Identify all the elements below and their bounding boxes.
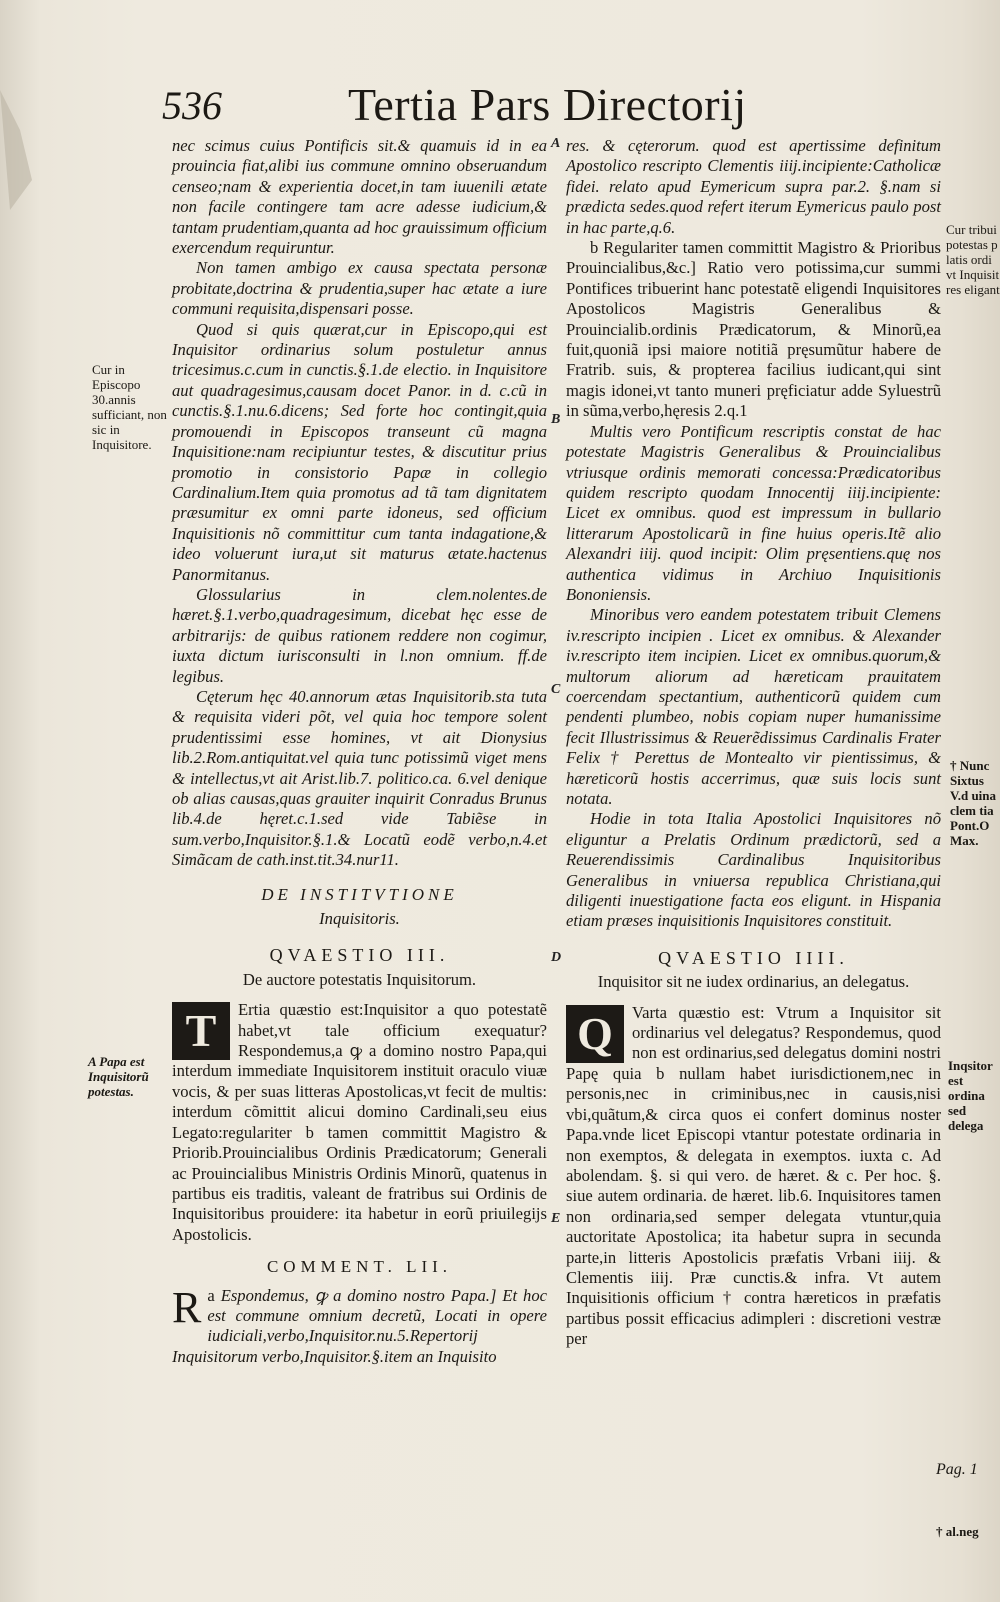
paragraph: nec scimus cuius Pontificis sit.& quamuis id in ea prouincia fiat,alibi ius commune omnino obseruandum censeo;nam & experientia docet,in tam iuuenili ætate non facile contingere tam acre adesse iudicium,& tantam prudentiam,quanta ad hoc grauissimum officium exercendum requiruntur. — [172, 136, 547, 258]
margin-note-right: † al.neg — [936, 1524, 979, 1539]
section-mark-d: D — [551, 950, 562, 965]
section-heading: DE INSTITVTIONE — [261, 884, 458, 904]
section-mark-b: B — [551, 412, 561, 427]
section-mark-a: A — [551, 136, 561, 151]
section-mark-c: C — [551, 682, 561, 697]
comment-heading: COMMENT. LII. — [266, 1257, 453, 1277]
question-subtitle: Inquisitor sit ne iudex ordinarius, an delegatus. — [597, 972, 910, 992]
left-column — [172, 136, 547, 1367]
paragraph: Minoribus vero eandem potestatem tribuit Clemens iv.rescripto incipien . Licet ex omnibus. & Alexander iv.rescripto item incipien. Licet ex omnibus.quorum,& multorum aliorum ad hæreticam prauitatem coercendam spectantium, authenticorũ quidem cum pendenti plumbeo, nobis copiam nuper humanissime fecit Illustrissimus & Reuerẽdissimus Cardinalis Frater Felix † Perettus de Montealto vir pientissimus, & hæreticorũ hostis accerrimus, quæ suis locis sunt notata. — [566, 605, 941, 808]
paragraph: Quod si quis quærat,cur in Episcopo,qui est Inquisitor ordinarius solum postuletur annus tricesimus.c.cum in cunctis.§.1.de electio. in Inquisitore aut quadragesimus,causam docet Panor. in d. c.cũ in cunctis.§.1.nu.6.dicens; Sed forte hoc contingit,quia promouendi in Episcopos transeunt cũ magna Inquisitione:nam recipiuntur testes, & discutitur prius promotio in consistorio Papæ in collegio Cardinalium.Item quia promotus ad tã tam dignitatem præsumitur ex omni parte idoneus, sed officium Inquisitionis nõ committitur cum tanta indagatione,& ideo voluerunt iura,ut sit maturus ætate.hactenus Panormitanus. — [172, 319, 547, 584]
right-column — [566, 136, 941, 1350]
margin-note-right: Cur tribui potestas p latis ordi vt Inquisit res eligant — [946, 222, 1000, 297]
paragraph: Glossularius in clem.nolentes.de hæret.§.1.verbo,quadragesimum, dicebat hęc esse de arbitrarijs: de quibus rationem reddere non cogimur, iuxta dictum iurisconsulti in l.non omnium. ff.de legibus. — [172, 584, 547, 686]
paragraph: b Regulariter tamen committit Magistro & Prioribus Prouincialibus,&c.] Ratio vero potissima,cur summi Pontifices tribuerint hanc potestatẽ eligendi Inquisitores Apostolicos Magistris Generalibus & Prouincialib.ordinis Prædicatorum, & Minorũ,ea fuit,quoniã ipsi maiore notitiã pręsumũtur habere de Fratrib. suis, & propterea facilius iudicant,qui sint magis idonei,vt tanto muneri pręficiatur adde Syluestrũ in sũma,verbo,hęresis 2.q.1 — [566, 238, 941, 421]
margin-note-left: A Papa est Inquisitorũ potestas. — [88, 1054, 149, 1099]
running-head: Tertia Pars Directorij — [348, 79, 747, 130]
margin-note-right: † Nunc Sixtus V.d uina clem tia Pont.O Max. — [950, 758, 997, 848]
page-edge-shading — [0, 60, 70, 280]
margin-note-left: Cur in Episcopo 30.annis sufficiant, non sic in Inquisitore. — [92, 362, 167, 452]
question-body: Q Varta quæstio est: Vtrum a Inquisitor sit ordinarius vel delegatus? Respondemus, quod non est ordinarius,sed delegatus domini nostri Papę quia b nullam habet iurisdictionem,nec in personis,nec in criminibus,nec in causis,nisi vbi,quãtum,& circa quos ei confert dominus noster Papa.vnde licet Episcopi vtantur potestate ordinaria in non exemptos, & delegata in exemptos. iuxta c. Ad abolendam. §. si qui vero. de hæret. & c. Per hoc. §. siue autem ordinaria. de hæret. lib.6. Inquisitores tamen non ordinaria,sed semper delegata vtuntur,quia auctoritate Apostolica; ita habetur supra in secunda parte,in litteris Apostolicis præfatis Vrbani iiij. & Clementis iiij. Præ cunctis.& infra. Vt autem Inquisitionis officium † contra hæreticos in præfatis partibus possit efficacius adimpleri : discretioni vestræ per — [566, 1002, 941, 1349]
question-subtitle: De auctore potestatis Inquisitorum. — [242, 969, 477, 989]
drop-cap: T — [172, 1002, 230, 1060]
paragraph: Multis vero Pontificum rescriptis constat de hac potestate Magistris Generalibus & Prouincialibus vtriusque ordinis memorati concessa:Prædicatoribus quidem rescripto quodam Innocentij iiij.incipiente: Licet ex omnibus. quod est impressum in bullario litterarum Apostolicarũ in fine huius operis.Itẽ alio Alexandri iiij. quod incipit: Olim pręsentiens.quę nos authentica vidimus in Archiuo Inquisitionis Bononiensis. — [566, 421, 941, 604]
question-title: QVAESTIO IIII. — [658, 947, 849, 968]
question-body: T Ertia quæstio est:Inquisitor a quo potestatẽ habet,vt tale officium exequatur? Respondemus,a ꝙ a domino nostro Papa,qui interdum immediate Inquisitorem instituit oraculo viuæ vocis, & per suas litteras Apostolicas,vt fecit de multis: interdum cõmittit alicui domino Cardinali,seu eius Legato:regulariter b tamen committit Magistro & Priorib.Prouincialibus Ordinis Prædicatorum; Generali ac Prouincialibus Ministris Ordinis Minorũ, quatenus in partibus eis traditis, valeant de fratribus sui Ordinis de Inquisitoribus prouidere: ita habetur in eorũ priuilegijs Apostolicis. — [172, 1000, 547, 1244]
margin-note-right: Pag. 1 — [936, 1461, 978, 1478]
initial-letter: R — [172, 1282, 202, 1332]
paragraph: res. & cęterorum. quod est apertissime definitum Apostolico rescripto Clementis iiij.incipiente:Catholicæ fidei. relato apud Eymericum supra par.2. §.nam si prædicta sedes.quod refert iterum Eymericus paulo post in hac parte,q.6. — [566, 136, 941, 237]
paragraph: Non tamen ambigo ex causa spectata personæ probitate,doctrina & prudentia,super hac ætate a iure communi requisita,dispensari posse. — [172, 258, 547, 319]
paragraph: Cęterum hęc 40.annorum ætas Inquisitorib.sta tuta & requisita videri põt, vel quia hoc tempore solent prudentissimi esse homines, vt ait Dionysius lib.2.Rom.antiquitat.vel quia tunc potissimũ viget mens & intellectus,vt ait Arist.lib.7. politico.ca. 6.vel denique ob alias causas,quas grauiter inquirit Conradus Brunus lib.4.de hęret.c.1.sed vide Tabiẽse in sum.verbo,Inquisitor.§.1.& Locatũ eodẽ verbo,n.4.et Simãcam de cath.inst.tit.34.nur11. — [172, 686, 547, 870]
section-subheading: Inquisitoris. — [319, 909, 400, 929]
paragraph: Hodie in tota Italia Apostolici Inquisitores nõ eliguntur a Prelatis Ordinum prædictorũ, sed a Reuerendissimis Cardinalibus Inquisitoribus Generalibus in vniuersa republica Christiana,qui diligenti inuestigatione facta eos eligunt. in Hispania etiam præses inquisitionis Inquisitores constituit. — [566, 809, 941, 931]
comment-body: a R Espondemus, ꝙ a domino nostro Papa.] Et hoc est commune omnium decretũ, Locati in opere iudiciali,verbo,Inquisitor.nu.5.Repertorij Inquisitorum verbo,Inquisitor.§.item an Inquisito — [172, 1282, 548, 1366]
drop-cap: Q — [566, 1005, 624, 1063]
section-mark-e: E — [551, 1211, 561, 1226]
margin-note-right: Inqsitor est ordina sed delega — [948, 1058, 993, 1133]
question-title: QVAESTIO III. — [269, 945, 450, 966]
page-number: 536 — [162, 83, 222, 128]
